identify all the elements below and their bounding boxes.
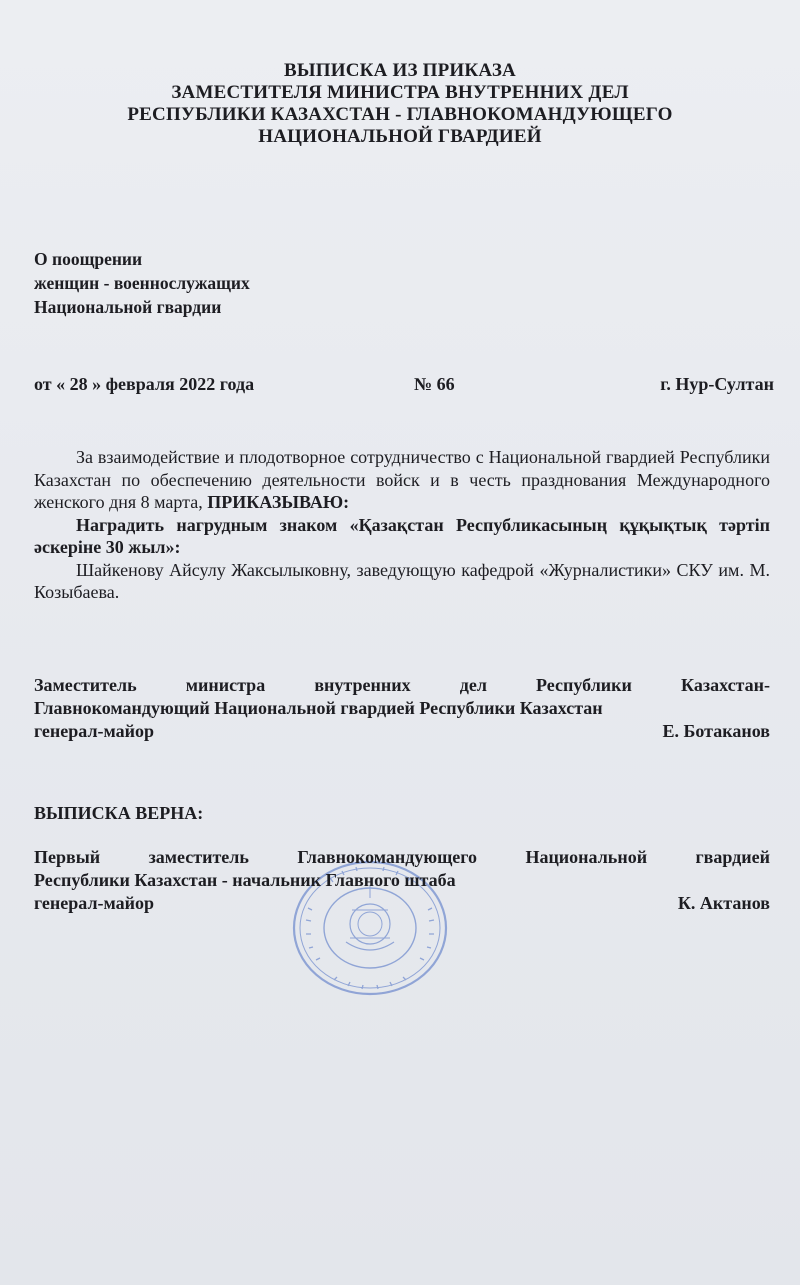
- order-word: ПРИКАЗЫВАЮ:: [207, 492, 350, 512]
- order-body: [34, 446, 770, 604]
- subject-line-2: женщин - военнослужащих: [34, 273, 250, 293]
- intro-paragraph: [34, 446, 770, 514]
- signer1-title-line-2: Главнокомандующий Национальной гвардией Республики Казахстан: [34, 698, 603, 718]
- award-paragraph: Наградить нагрудным знаком «Қазақстан Республикасының құқықтық тәртіп әскеріне 30 жыл»:: [34, 514, 770, 557]
- signer1-title-line-1: Заместитель министра внутренних дел Республики Казахстан-: [34, 675, 770, 695]
- signature-block-chief-of-staff: [34, 846, 770, 915]
- subject-line-1: О поощрении: [34, 249, 143, 269]
- title-line-2: ЗАМЕСТИТЕЛЯ МИНИСТРА ВНУТРЕННИХ ДЕЛ: [171, 82, 629, 103]
- signer1-rank-row: [34, 720, 770, 743]
- signer2-name: К. Актанов: [677, 893, 770, 913]
- document-title: [0, 60, 800, 148]
- subject-line-3: Национальной гвардии: [34, 297, 222, 317]
- signer1-rank: генерал-майор: [34, 721, 155, 741]
- signer1-name: Е. Ботаканов: [662, 721, 770, 741]
- title-line-3: РЕСПУБЛИКИ КАЗАХСТАН - ГЛАВНОКОМАНДУЮЩЕГО: [127, 104, 673, 125]
- title-line-1: ВЫПИСКА ИЗ ПРИКАЗА: [284, 60, 516, 81]
- intro-text: За взаимодействие и плодотворное сотрудничество с Национальной гвардией Республики Казахстан по обеспечению деятельности войск и в честь празднования Международного женского дня 8 марта,: [34, 447, 770, 512]
- order-meta: [34, 372, 774, 396]
- signer2-rank-row: [34, 892, 770, 915]
- signature-block-minister: [34, 674, 770, 743]
- verified-label: ВЫПИСКА ВЕРНА:: [34, 803, 204, 823]
- signer2-title-line-1: Первый заместитель Главнокомандующего Национальной гвардией: [34, 847, 770, 867]
- signer2-rank: генерал-майор: [34, 893, 155, 913]
- signer2-title-line-2: Республики Казахстан - начальник Главного штаба: [34, 870, 456, 890]
- recipient-paragraph: Шайкенову Айсулу Жаксылыковну, заведующую кафедрой «Журналистики» СКУ им. М. Козыбаева.: [34, 559, 770, 602]
- order-subject: [34, 247, 250, 319]
- order-date: от « 28 » февраля 2022 года: [34, 374, 255, 394]
- order-number: № 66: [414, 374, 455, 394]
- title-line-4: НАЦИОНАЛЬНОЙ ГВАРДИЕЙ: [258, 126, 542, 147]
- order-city: г. Нур-Султан: [660, 374, 774, 394]
